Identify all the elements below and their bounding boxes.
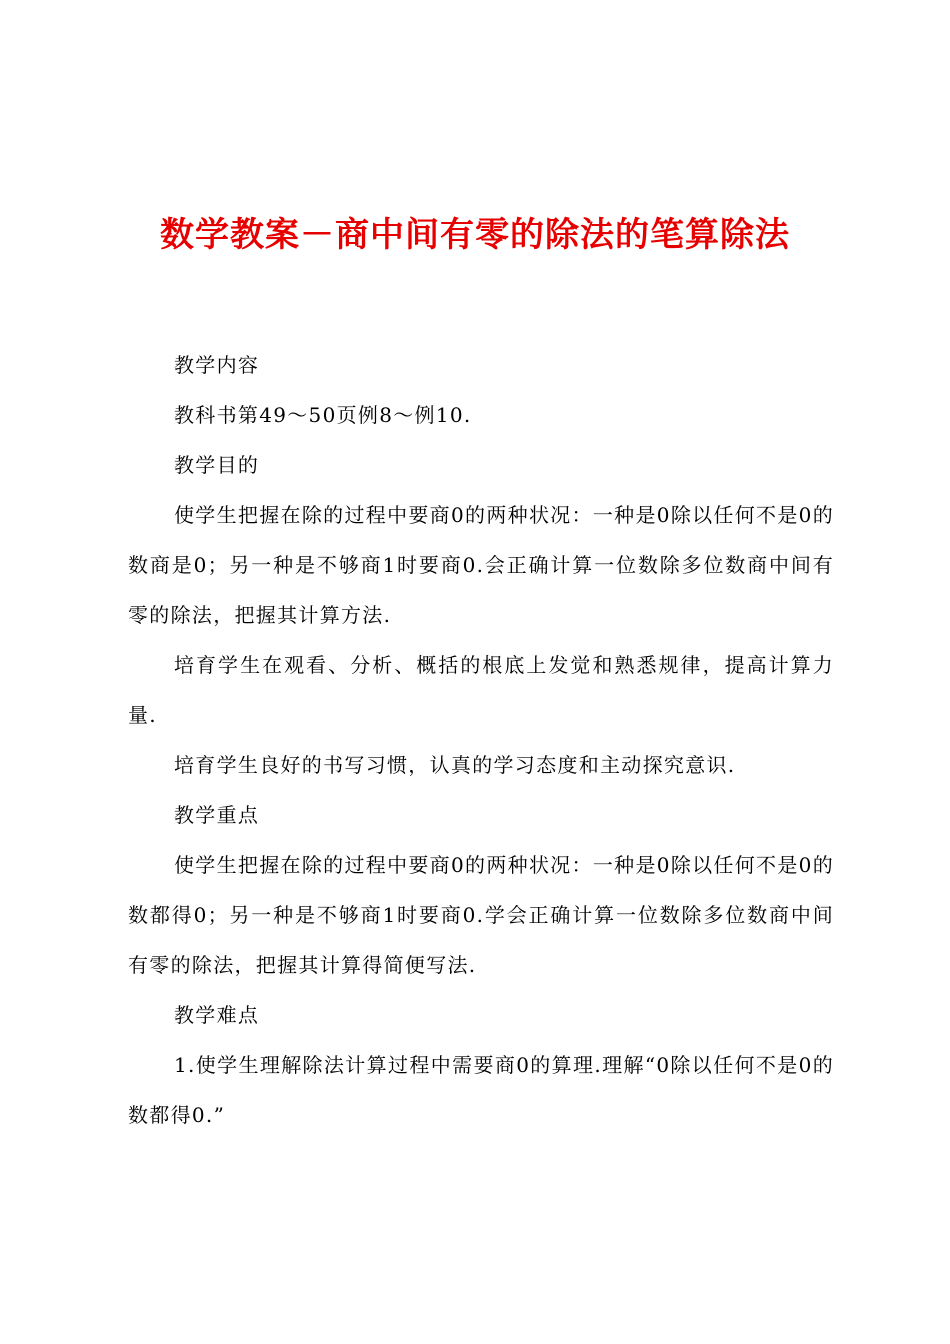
- paragraph-key-points: 使学生把握在除的过程中要商0的两种状况：一种是0除以任何不是0的数都得0；另一种是不够商1时要商0.学会正确计算一位数除多位数商中间有零的除法，把握其计算得简便写法.: [128, 853, 834, 977]
- document-body: [128, 340, 834, 1140]
- heading-teaching-content: 教学内容: [174, 353, 260, 377]
- heading-key-points: 教学重点: [174, 803, 260, 827]
- paragraph-goal-2: 培育学生在观看、分析、概括的根底上发觉和熟悉规律，提高计算力量.: [128, 653, 834, 727]
- heading-difficulties: 教学难点: [174, 1003, 260, 1027]
- paragraph-goal-1: 使学生把握在除的过程中要商0的两种状况：一种是0除以任何不是0的数商是0；另一种是不够商1时要商0.会正确计算一位数除多位数商中间有零的除法，把握其计算方法.: [128, 503, 834, 627]
- paragraph-textbook-pages: 教科书第49～50页例8～例10.: [174, 403, 472, 427]
- document-title: 数学教案－商中间有零的除法的笔算除法: [160, 215, 790, 255]
- paragraph-difficulty-1: 1.使学生理解除法计算过程中需要商0的算理.理解“0除以任何不是0的数都得0.”: [128, 1053, 834, 1127]
- heading-teaching-goal: 教学目的: [174, 453, 260, 477]
- paragraph-goal-3: 培育学生良好的书写习惯，认真的学习态度和主动探究意识.: [174, 753, 736, 777]
